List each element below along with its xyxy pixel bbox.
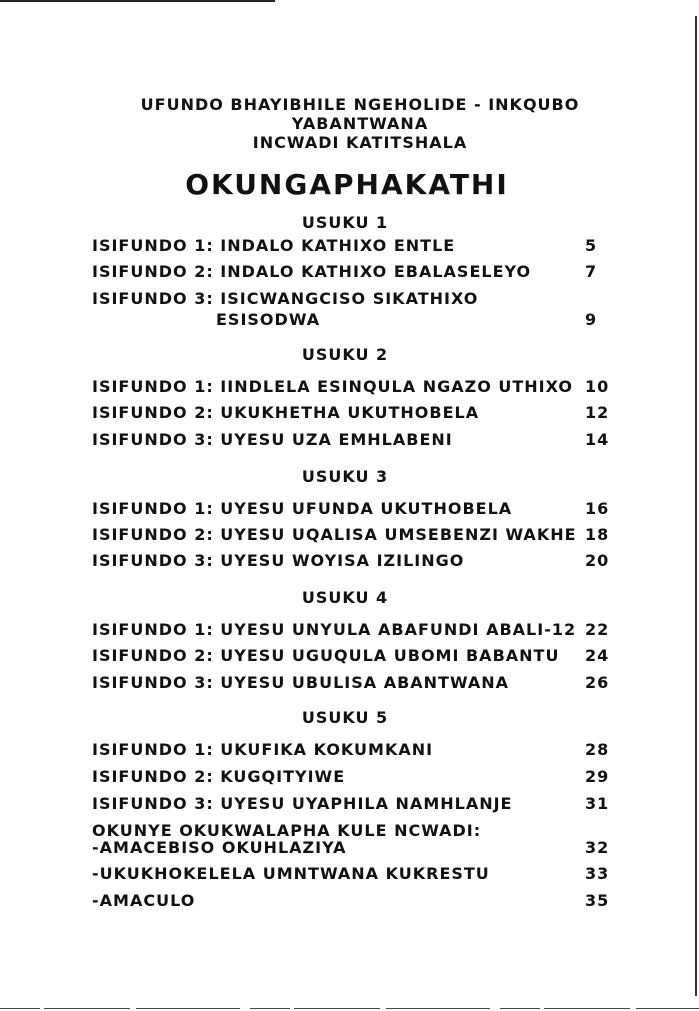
toc-entry-label-line2: ESISODWA xyxy=(216,310,321,329)
header-line-1: UFUNDO BHAYIBHILE NGEHOLIDE - INKQUBO xyxy=(140,95,580,114)
toc-entry-label: ISIFUNDO 3: UYESU UBULISA ABANTWANA xyxy=(92,673,510,692)
extras-heading-label: OKUNYE OKUKWALAPHA KULE NCWADI: xyxy=(92,821,482,840)
toc-entry-label: -UKUKHOKELELA UMNTWANA KUKRESTU xyxy=(92,864,490,883)
day-heading-5: USUKU 5 xyxy=(301,708,389,727)
toc-entry-page: 5 xyxy=(585,236,598,255)
toc-entry-page: 33 xyxy=(585,864,610,883)
toc-entry[interactable] xyxy=(92,551,612,571)
toc-entry[interactable] xyxy=(92,740,612,760)
scan-edge-bottom xyxy=(0,1008,699,1009)
header-line-2: YABANTWANA xyxy=(291,114,429,133)
toc-entry-label: -AMACEBISO OKUHLAZIYA xyxy=(92,838,347,857)
toc-entry[interactable] xyxy=(92,794,612,814)
toc-entry-label: ISIFUNDO 2: UYESU UQALISA UMSEBENZI WAKHE xyxy=(92,525,577,544)
toc-entry[interactable] xyxy=(92,838,612,858)
day-heading-1: USUKU 1 xyxy=(301,213,389,232)
toc-entry-label: ISIFUNDO 3: ISICWANGCISO SIKATHIXO xyxy=(92,289,479,308)
toc-entry[interactable] xyxy=(92,646,612,666)
toc-entry-page: 31 xyxy=(585,794,610,813)
day-heading-3: USUKU 3 xyxy=(301,467,389,486)
toc-entry[interactable] xyxy=(92,262,612,282)
toc-entry[interactable] xyxy=(92,236,612,256)
toc-entry-label: ISIFUNDO 2: UKUKHETHA UKUTHOBELA xyxy=(92,403,480,422)
toc-entry-label: ISIFUNDO 1: UKUFIKA KOKUMKANI xyxy=(92,740,434,759)
toc-entry[interactable] xyxy=(92,525,612,545)
toc-entry-label: -AMACULO xyxy=(92,891,196,910)
toc-entry[interactable] xyxy=(92,377,612,397)
toc-entry-page: 32 xyxy=(585,838,610,857)
toc-entry[interactable] xyxy=(92,673,612,693)
day-heading-4: USUKU 4 xyxy=(301,588,389,607)
toc-entry-continued[interactable] xyxy=(92,310,612,330)
toc-entry-label: ISIFUNDO 2: KUGQITYIWE xyxy=(92,767,346,786)
toc-entry[interactable] xyxy=(92,620,612,640)
toc-entry-page: 10 xyxy=(585,377,610,396)
toc-entry-label: ISIFUNDO 3: UYESU UZA EMHLABENI xyxy=(92,430,453,449)
toc-entry-label: ISIFUNDO 3: UYESU WOYISA IZILINGO xyxy=(92,551,465,570)
toc-entry[interactable] xyxy=(92,430,612,450)
scan-edge-right xyxy=(695,16,697,996)
toc-entry[interactable] xyxy=(92,289,612,309)
toc-entry-page: 29 xyxy=(585,767,610,786)
day-heading-2: USUKU 2 xyxy=(301,345,389,364)
toc-entry-label: ISIFUNDO 3: UYESU UYAPHILA NAMHLANJE xyxy=(92,794,513,813)
toc-entry-label: ISIFUNDO 1: UYESU UFUNDA UKUTHOBELA xyxy=(92,499,513,518)
toc-entry-label: ISIFUNDO 2: INDALO KATHIXO EBALASELEYO xyxy=(92,262,532,281)
toc-entry-page: 28 xyxy=(585,740,610,759)
toc-entry-label: ISIFUNDO 1: IINDLELA ESINQULA NGAZO UTHIXO xyxy=(92,377,573,396)
toc-entry-label: ISIFUNDO 1: INDALO KATHIXO ENTLE xyxy=(92,236,456,255)
scan-edge-top xyxy=(0,0,275,2)
toc-entry-page: 26 xyxy=(585,673,610,692)
toc-entry-page: 14 xyxy=(585,430,610,449)
toc-entry[interactable] xyxy=(92,499,612,519)
toc-entry[interactable] xyxy=(92,891,612,911)
toc-entry-page: 7 xyxy=(585,262,598,281)
toc-entry-page: 22 xyxy=(585,620,610,639)
toc-entry-page: 12 xyxy=(585,403,610,422)
toc-entry-label: ISIFUNDO 1: UYESU UNYULA ABAFUNDI ABALI-12 xyxy=(92,620,577,639)
toc-entry-page: 24 xyxy=(585,646,610,665)
page-title: OKUNGAPHAKATHI xyxy=(185,168,509,201)
toc-entry[interactable] xyxy=(92,403,612,423)
toc-entry-page: 18 xyxy=(585,525,610,544)
toc-entry[interactable] xyxy=(92,864,612,884)
toc-entry-page: 20 xyxy=(585,551,610,570)
toc-entry-label: ISIFUNDO 2: UYESU UGUQULA UBOMI BABANTU xyxy=(92,646,560,665)
toc-entry-page: 35 xyxy=(585,891,610,910)
toc-entry-page: 9 xyxy=(585,310,598,329)
toc-entry-page: 16 xyxy=(585,499,610,518)
header-line-3: INCWADI KATITSHALA xyxy=(252,133,468,152)
toc-entry[interactable] xyxy=(92,767,612,787)
